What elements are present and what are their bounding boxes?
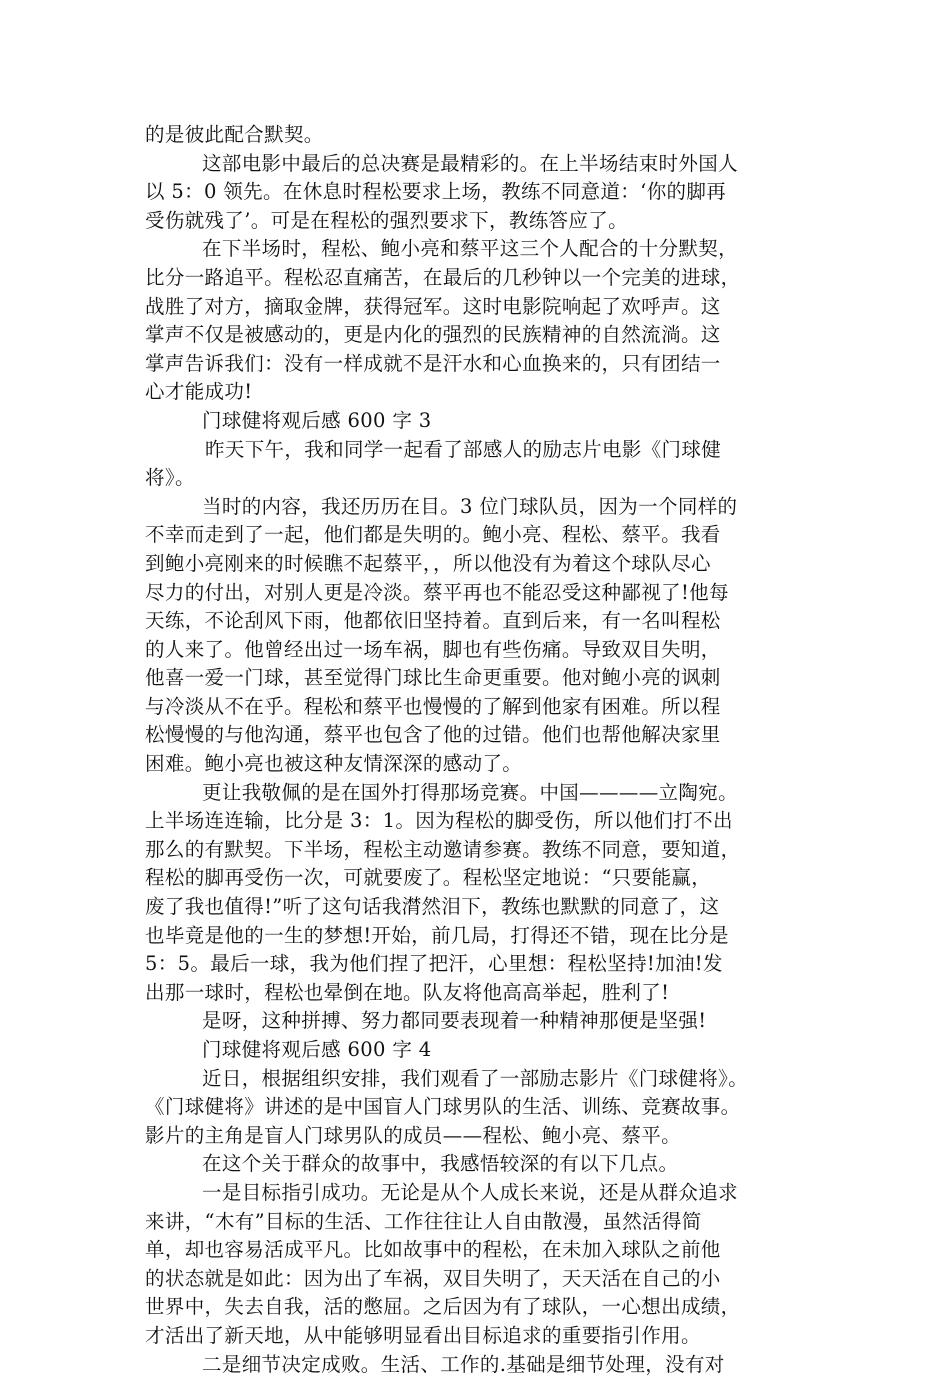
text-line: 废了我也值得!”听了这句话我潸然泪下，教练也默默的同意了，这 bbox=[145, 895, 720, 919]
text-line: 门球健将观后感 600 字 3 bbox=[202, 408, 432, 432]
text-line: 掌声告诉我们：没有一样成就不是汗水和心血换来的，只有团结一 bbox=[145, 351, 721, 375]
text-line: 门球健将观后感 600 字 4 bbox=[202, 1038, 432, 1061]
text-line: 受伤就残了’。可是在程松的强烈要求下，教练答应了。 bbox=[145, 208, 628, 232]
document-body bbox=[145, 121, 830, 1379]
text-line: 不幸而走到了一起，他们都是失明的。鲍小亮、程松、蔡平。我看 bbox=[145, 523, 721, 547]
text-line: 松慢慢的与他沟通，蔡平也包含了他的过错。他们也帮他解决家里 bbox=[145, 723, 721, 747]
text-line: 困难。鲍小亮也被这种友情深深的感动了。 bbox=[145, 752, 523, 776]
text-line: 尽力的付出，对别人更是冷淡。蔡平再也不能忍受这种鄙视了!他每 bbox=[145, 580, 729, 604]
text-line: 比分一路追平。程松忍直痛苦，在最后的几秒钟以一个完美的进球， bbox=[145, 265, 741, 289]
text-line: 将》。 bbox=[145, 466, 195, 490]
text-line: 他喜一爱一门球，甚至觉得门球比生命更重要。他对鲍小亮的讽刺 bbox=[145, 666, 721, 690]
text-line: 心才能成功! bbox=[145, 380, 253, 404]
text-line: 在下半场时，程松、鲍小亮和蔡平这三个人配合的十分默契， bbox=[202, 237, 738, 261]
text-line: 二是细节决定成败。生活、工作的.基础是细节处理，没有对 bbox=[202, 1352, 725, 1376]
text-line: 程松的脚再受伤一次，可就要废了。程松坚定地说：“只要能赢， bbox=[145, 866, 712, 890]
text-line: 与冷淡从不在乎。程松和蔡平也慢慢的了解到他家有困难。所以程 bbox=[145, 694, 721, 718]
text-line: 的是彼此配合默契。 bbox=[145, 123, 324, 146]
text-line: 影片的主角是盲人门球男队的成员——程松、鲍小亮、蔡平。 bbox=[145, 1123, 681, 1147]
text-line: 到鲍小亮刚来的时候瞧不起蔡平，，所以他没有为着这个球队尽心 bbox=[145, 551, 711, 575]
text-line: 近日，根据组织安排，我们观看了一部励志影片《门球健将》。 bbox=[202, 1066, 749, 1090]
text-line: 一是目标指引成功。无论是从个人成长来说，还是从群众追求 bbox=[202, 1180, 738, 1204]
text-line: 是呀，这种拼搏、努力都同要表现着一种精神那便是坚强! bbox=[202, 1009, 707, 1033]
text-line: 战胜了对方，摘取金牌，获得冠军。这时电影院响起了欢呼声。这 bbox=[145, 294, 721, 318]
text-line: 5：5。最后一球，我为他们捏了把汗，心里想：程松坚持!加油!发 bbox=[145, 952, 723, 976]
text-line: 也毕竟是他的一生的梦想!开始，前几局，打得还不错，现在比分是 bbox=[145, 923, 729, 947]
text-line: 才活出了新天地，从中能够明显看出目标追求的重要指引作用。 bbox=[145, 1323, 701, 1347]
text-line: 这部电影中最后的总决赛是最精彩的。在上半场结束时外国人 bbox=[202, 151, 738, 175]
text-line: 天练，不论刮风下雨，他都依旧坚持着。直到后来，有一名叫程松 bbox=[145, 609, 721, 633]
text-line: 掌声不仅是被感动的，更是内化的强烈的民族精神的自然流淌。这 bbox=[145, 323, 721, 347]
text-line: 那么的有默契。下半场，程松主动邀请参赛。教练不同意，要知道， bbox=[145, 837, 741, 861]
text-line: 昨天下午，我和同学一起看了部感人的励志片电影《门球健 bbox=[205, 437, 722, 461]
text-line: 世界中，失去自我，活的憋屈。之后因为有了球队，一心想出成绩， bbox=[145, 1295, 741, 1319]
text-line: 以 5：0 领先。在休息时程松要求上场，教练不同意道：‘你的脚再 bbox=[145, 180, 727, 204]
text-line: 当时的内容，我还历历在目。3 位门球队员，因为一个同样的 bbox=[202, 494, 738, 518]
text-line: 出那一球时，程松也晕倒在地。队友将他高高举起，胜利了! bbox=[145, 980, 670, 1004]
text-line: 单，却也容易活成平凡。比如故事中的程松，在未加入球队之前他 bbox=[145, 1238, 721, 1262]
text-line: 的状态就是如此：因为出了车祸，双目失明了，天天活在自己的小 bbox=[145, 1266, 721, 1290]
text-line: 更让我敬佩的是在国外打得那场竞赛。中国————立陶宛。 bbox=[202, 780, 738, 804]
text-line: 在这个关于群众的故事中，我感悟较深的有以下几点。 bbox=[202, 1152, 679, 1176]
text-line: 《门球健将》讲述的是中国盲人门球男队的生活、训练、竞赛故事。 bbox=[145, 1095, 741, 1119]
text-line: 的人来了。他曾经出过一场车祸，脚也有些伤痛。导致双目失明， bbox=[145, 637, 721, 661]
text-line: 上半场连连输，比分是 3：1。因为程松的脚受伤，所以他们打不出 bbox=[145, 809, 733, 833]
text-line: 来讲，“木有”目标的生活、工作往往让人自由散漫，虽然活得简 bbox=[145, 1209, 702, 1233]
